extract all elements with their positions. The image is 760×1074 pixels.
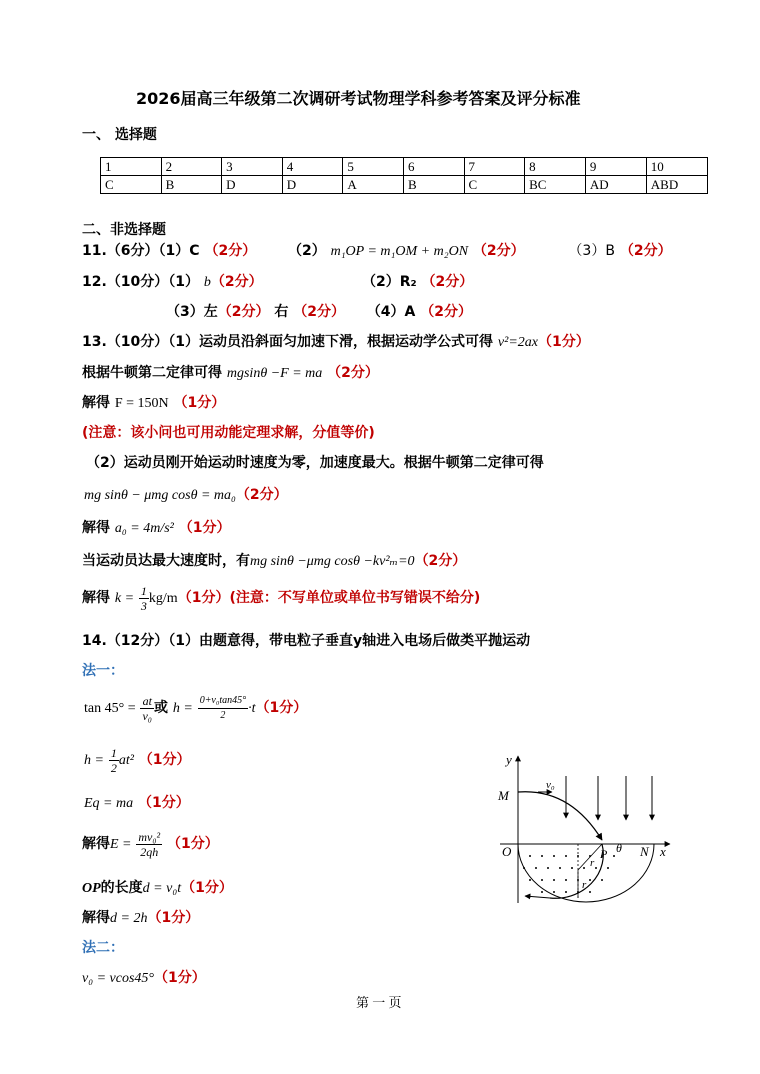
eq3: Eq = ma [84, 796, 134, 811]
q13-text7: 当运动员达最大速度时，有 [82, 553, 250, 569]
q12-line1 [82, 271, 263, 291]
q13-line6 [82, 517, 230, 537]
q12-a2: R₂ [399, 274, 417, 290]
q13-text3: 解得 [82, 395, 110, 411]
q13-line4: （2）运动员刚开始运动时速度为零，加速度最大。根据牛顿第二定律可得 [86, 455, 544, 471]
label-y: y [506, 752, 512, 767]
table-cell: B [403, 176, 464, 194]
q13-score6: （1分） [178, 520, 231, 536]
q14-method2: 法二： [82, 940, 124, 956]
q13-line1 [82, 331, 590, 351]
q14-eq7 [82, 967, 206, 987]
section-heading-choice: 一、 选择题 [82, 127, 157, 143]
frac-den: 3 [140, 598, 147, 613]
q12-p2: （2） [362, 274, 400, 290]
label-r1: r [590, 857, 595, 869]
eq1-h: h = [172, 701, 193, 716]
frac-den: v₀ [142, 708, 152, 723]
frac-den: 2 [220, 709, 226, 721]
eq2-h: h = [84, 753, 104, 768]
q13-line3 [82, 392, 225, 412]
q11-a3: B [605, 243, 615, 259]
table-cell: C [464, 176, 525, 194]
eq2-frac [109, 746, 119, 775]
frac-den: 2 [110, 760, 117, 775]
page-title: 2026届高三年级第二次调研考试物理学科参考答案及评分标准 [136, 89, 581, 108]
exit-arrow [525, 896, 550, 898]
eq4-frac [136, 830, 162, 859]
q13-eq6: a₀ = 4m/s² [114, 521, 174, 536]
q14-eq1 [84, 688, 307, 729]
eq1-frac [140, 694, 154, 723]
label-x: x [660, 844, 666, 859]
q14-eq4 [82, 824, 219, 865]
page-footer: 第 一 页 [356, 995, 402, 1010]
label-theta: θ [616, 841, 622, 855]
q11-score3: （2分） [619, 243, 672, 259]
label-N: N [640, 844, 649, 859]
eq6-pre: 解得 [82, 910, 110, 926]
field-diagram [490, 748, 680, 908]
table-cell: 2 [161, 158, 222, 176]
eq7-score: （1分） [154, 970, 206, 986]
table-cell: 1 [101, 158, 162, 176]
eq5: d = v₀t [142, 881, 182, 896]
table-row-numbers [101, 158, 708, 176]
q14-eq2 [84, 742, 191, 779]
q12-a3b: 右 [274, 304, 289, 320]
q13-eq1: v²=2ax [497, 335, 538, 350]
table-cell: 10 [646, 158, 707, 176]
table-cell: 4 [282, 158, 343, 176]
q13-score1: （1分） [537, 334, 590, 350]
q13-line7 [82, 550, 466, 570]
q11-p2: （2） [287, 243, 326, 259]
q14-eq5: OP的长度d = v₀t（1分） [82, 880, 233, 896]
eq3-score: （1分） [137, 795, 190, 811]
q11-p1: （1） [158, 243, 190, 259]
eq1-left: tan 45° = [84, 701, 136, 716]
q13-eq7: mg sinθ −μmg cosθ −kv²ₘ=0 [250, 554, 415, 569]
label-r2: r [582, 879, 587, 891]
frac-num: 1 [110, 745, 117, 760]
q13-k: k = [114, 591, 135, 606]
q14-method1: 法一： [82, 663, 124, 679]
q11-label: 11.（6分） [82, 243, 159, 259]
label-P: P [600, 847, 608, 861]
section-heading-nonchoice: 二、非选择题 [82, 222, 166, 238]
q13-eq3: F = 150N [114, 396, 169, 411]
q13-score7: （2分） [414, 553, 467, 569]
table-cell: 9 [585, 158, 646, 176]
q11-equation: m₁OP = m₁OM + m₂ON [330, 244, 469, 259]
q13-eq5: mg sinθ − μmg cosθ = ma₀ [84, 488, 236, 503]
q12-line1b [362, 271, 473, 291]
q13-score2: （2分） [327, 365, 379, 381]
q13-fraction [139, 584, 149, 613]
q14-eq3 [84, 792, 190, 812]
q13-eq2: mgsinθ −F = ma [226, 366, 323, 381]
q12-a4: A [404, 304, 416, 320]
table-cell: AD [585, 176, 646, 194]
q13-note: (注意：该小问也可用动能定理求解，分值等价) [82, 425, 375, 441]
eq1-t: ·t [248, 701, 256, 716]
q12-score4: （2分） [420, 304, 472, 320]
frac-num: 0+v₀tan45° [198, 694, 248, 709]
q14-eq6 [82, 907, 199, 927]
eq4-E: E = [110, 837, 132, 852]
eq6-score: （1分） [147, 910, 200, 926]
q13-line5 [84, 484, 288, 504]
eq1-score: （1分） [255, 700, 308, 716]
q12-label: 12.（10分） [82, 274, 169, 290]
table-cell: 7 [464, 158, 525, 176]
q13-text6: 解得 [82, 520, 110, 536]
q11-a1: C [189, 243, 200, 259]
table-cell: 6 [403, 158, 464, 176]
eq1-or: 或 [153, 700, 168, 716]
q12-score3: （2分） [217, 304, 270, 320]
table-cell: C [101, 176, 162, 194]
eq5-pre: 的长度 [100, 880, 143, 896]
q12-a1: b [203, 275, 211, 290]
q13-line8 [82, 580, 480, 617]
trajectory-circle [550, 844, 603, 898]
eq5-score: （1分） [181, 880, 233, 896]
eq4-pre: 解得 [82, 836, 110, 852]
q13-score8: （1分）(注意：不写单位或单位书写错误不给分) [177, 590, 481, 606]
label-v0: v₀ [546, 779, 555, 791]
eq7: v₀ = vcos45° [82, 971, 155, 986]
q12-score2: （2分） [421, 274, 474, 290]
frac-num: 1 [140, 583, 147, 598]
table-cell: 8 [525, 158, 586, 176]
eq2-score: （1分） [138, 752, 191, 768]
q12-score3b: （2分） [293, 304, 345, 320]
table-cell: BC [525, 176, 586, 194]
q13-score5: （2分） [235, 487, 288, 503]
q13-line2 [82, 362, 379, 382]
trajectory-parabola [518, 792, 602, 840]
frac-num: at [140, 694, 154, 709]
eq4-score: （1分） [167, 836, 219, 852]
field-boundary [518, 844, 654, 902]
q11-score2: （2分） [472, 243, 525, 259]
table-cell: B [161, 176, 222, 194]
q11-p3: （3） [568, 243, 606, 259]
q13-score3: （1分） [173, 395, 226, 411]
label-O: O [502, 844, 512, 859]
table-cell: D [222, 176, 283, 194]
eq6: d = 2h [110, 911, 148, 926]
eq2-rest: at² [118, 753, 134, 768]
frac-den: 2qh [140, 844, 159, 859]
eq1-frac2 [198, 694, 248, 723]
label-M: M [498, 788, 509, 803]
q11-line [82, 240, 672, 260]
q13-text1: 13.（10分）（1）运动员沿斜面匀加速下滑，根据运动学公式可得 [82, 334, 494, 350]
q12-p3: （3）左 [166, 304, 218, 320]
q12-p4: （4） [366, 304, 405, 320]
table-cell: 5 [343, 158, 404, 176]
table-row-answers [101, 176, 708, 194]
table-cell: A [343, 176, 404, 194]
q14-line1: 14.（12分）（1）由题意得，带电粒子垂直y轴进入电场后做类平抛运动 [82, 633, 531, 649]
table-cell: D [282, 176, 343, 194]
frac-num: mv₀² [138, 829, 161, 844]
q13-unit: kg/m [148, 591, 178, 606]
q13-text2: 根据牛顿第二定律可得 [82, 365, 222, 381]
q11-score1: （2分） [204, 243, 257, 259]
q13-text8: 解得 [82, 590, 110, 606]
table-cell: 3 [222, 158, 283, 176]
answer-table [100, 157, 708, 194]
q12-p1: （1） [168, 274, 200, 290]
q12-line2 [166, 301, 472, 321]
q12-score1: （2分） [210, 274, 263, 290]
table-cell: ABD [646, 176, 707, 194]
